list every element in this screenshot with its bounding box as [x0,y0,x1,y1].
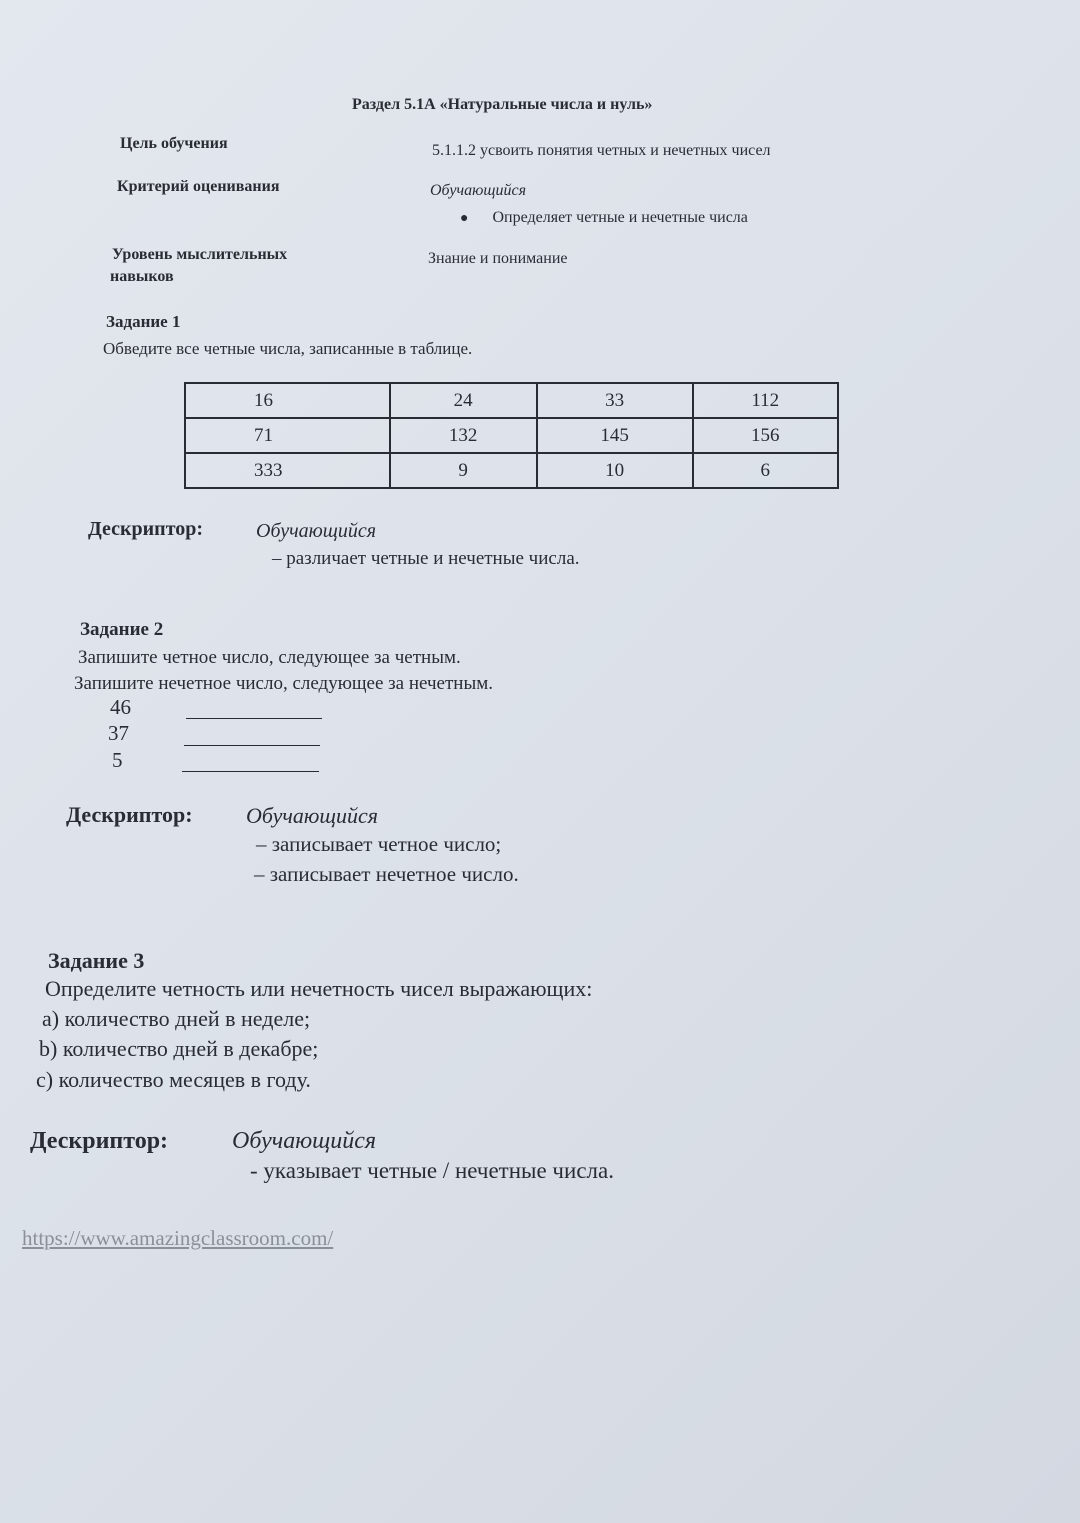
task2-number-1: 46 [110,695,131,719]
task2-descriptor-item-2: – записывает нечетное число. [254,862,519,886]
answer-line-3 [182,771,319,772]
task2-text-line1: Запишите четное число, следующее за четным. [78,647,461,668]
task2-text-line2: Запишите нечетное число, следующее за нечетным. [74,673,493,694]
criterion-item-text: Определяет четные и нечетные числа [492,209,748,226]
level-label-line1: Уровень мыслительных [112,246,288,263]
task2-title: Задание 2 [80,619,164,640]
page-title: Раздел 5.1А «Натуральные числа и нуль» [352,96,653,113]
table-row [185,453,838,488]
task3-item-c: c) количество месяцев в году. [36,1067,311,1092]
task1-title: Задание 1 [106,312,181,331]
table-cell: 333 [185,453,390,488]
table-cell: 71 [185,418,390,453]
bullet-icon: ● [460,211,469,226]
source-url-link[interactable]: https://www.amazingclassroom.com/ [22,1226,334,1250]
table-row [185,383,838,418]
table-cell: 33 [537,383,693,418]
criterion-item [460,209,748,227]
task3-descriptor-label: Дескриптор: [30,1128,169,1154]
criterion-label: Критерий оценивания [117,178,280,195]
task3-text: Определите четность или нечетность чисел выражающих: [45,976,593,1001]
task1-text: Обведите все четные числа, записанные в таблице. [103,339,473,358]
task2-number-3: 5 [112,748,123,772]
table-cell: 6 [693,453,838,488]
task3-descriptor-subject: Обучающийся [232,1128,377,1154]
table-cell: 112 [693,383,838,418]
goal-label: Цель обучения [120,135,228,152]
criterion-subject: Обучающийся [430,182,527,199]
table-cell: 16 [185,383,390,418]
goal-value: 5.1.1.2 усвоить понятия четных и нечетных чисел [432,142,771,159]
task2-descriptor-label: Дескриптор: [66,802,193,827]
task2-number-2: 37 [108,721,129,745]
table-cell: 145 [537,418,693,453]
task3-title: Задание 3 [48,948,145,973]
answer-line-2 [184,745,320,746]
task1-descriptor-label: Дескриптор: [88,518,204,540]
table-cell: 156 [693,418,838,453]
table-cell: 10 [537,453,693,488]
task1-descriptor-subject: Обучающийся [256,520,377,542]
task2-descriptor-subject: Обучающийся [246,803,379,828]
numbers-table [184,382,839,489]
level-label-line2: навыков [110,268,174,285]
task3-item-a: а) количество дней в неделе; [42,1006,311,1031]
task3-descriptor-item: - указывает четные / нечетные числа. [250,1158,614,1183]
level-value: Знание и понимание [428,250,568,267]
table-cell: 24 [390,383,537,418]
task3-item-b: b) количество дней в декабре; [39,1036,319,1061]
table-row [185,418,838,453]
table-cell: 132 [390,418,537,453]
answer-line-1 [186,718,322,719]
task2-descriptor-item-1: – записывает четное число; [256,832,502,856]
table-cell: 9 [390,453,537,488]
task1-descriptor-item: – различает четные и нечетные числа. [272,548,580,569]
